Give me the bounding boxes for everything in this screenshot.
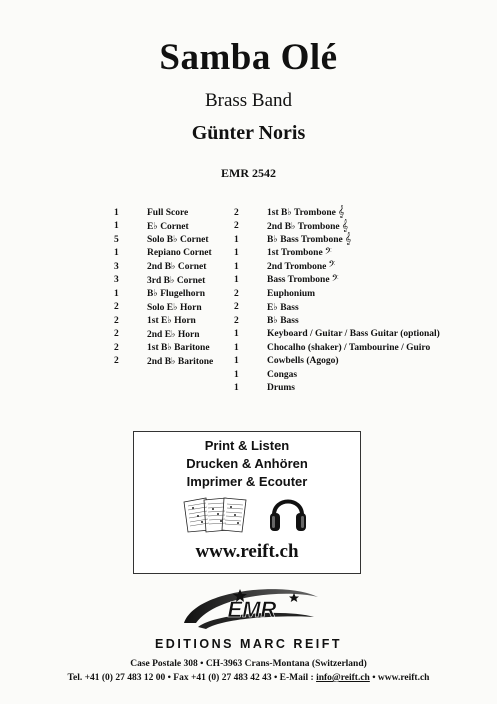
instrument-row	[114, 287, 244, 301]
instrument-row	[114, 341, 244, 355]
part-quantity: 2	[114, 315, 119, 326]
instrument-row	[234, 233, 474, 247]
logo-text: EMR	[227, 597, 277, 622]
part-quantity: 1	[234, 383, 239, 394]
instrument-row	[114, 260, 244, 274]
ensemble-subtitle: Brass Band	[204, 90, 293, 111]
part-name: 2nd Trombone	[267, 261, 327, 272]
part-quantity: 2	[114, 342, 119, 353]
promo-line-imprimer: Imprimer & Ecouter	[186, 474, 308, 489]
part-name: B♭ Flugelhorn	[147, 289, 206, 300]
instrument-row	[234, 368, 474, 382]
headphones-icon	[268, 489, 308, 535]
promo-line-print: Print & Listen	[204, 438, 290, 453]
part-name: 2nd B♭ Trombone	[267, 221, 340, 232]
treble-clef-icon: 𝄞	[341, 219, 349, 232]
part-quantity: 2	[234, 302, 239, 313]
publisher-address: Case Postale 308 • CH-3963 Crans-Montana (Switzerland)	[130, 659, 367, 669]
publisher-name: EDITIONS MARC REIFT	[154, 637, 343, 651]
part-name: Cowbells (Agogo)	[267, 356, 339, 367]
publisher-contact	[0, 673, 497, 683]
part-name: Repiano Cornet	[147, 248, 212, 259]
part-name: E♭ Bass	[267, 302, 299, 313]
part-quantity: 1	[234, 261, 239, 272]
part-quantity: 3	[114, 261, 119, 272]
part-quantity: 1	[114, 288, 119, 299]
part-quantity: 1	[234, 329, 239, 340]
instrument-row	[114, 220, 244, 234]
part-quantity: 1	[114, 207, 119, 218]
part-name: B♭ Bass Trombone	[267, 235, 343, 246]
part-name: 2nd E♭ Horn	[147, 329, 200, 340]
part-quantity: 1	[234, 248, 239, 259]
instrument-row	[234, 355, 474, 369]
part-quantity: 2	[114, 329, 119, 340]
emr-logo	[176, 583, 326, 635]
part-quantity: 1	[114, 221, 119, 232]
instrument-row	[234, 328, 474, 342]
part-quantity: 1	[234, 234, 239, 245]
treble-clef-icon: 𝄞	[344, 233, 352, 246]
part-quantity: 2	[114, 302, 119, 313]
part-quantity: 2	[234, 315, 239, 326]
part-name: Solo E♭ Horn	[147, 302, 202, 313]
part-quantity: 1	[114, 248, 119, 259]
part-quantity: 1	[234, 275, 239, 286]
catalog-number: EMR 2542	[221, 166, 276, 180]
part-quantity: 2	[234, 221, 239, 232]
part-name: 1st B♭ Trombone	[267, 208, 336, 219]
instrument-row	[234, 274, 474, 288]
treble-clef-icon: 𝄞	[337, 206, 345, 219]
instrument-row	[234, 220, 474, 234]
bass-clef-icon: 𝄢	[331, 273, 339, 286]
instrument-row	[114, 274, 244, 288]
part-name: Drums	[267, 383, 295, 394]
part-name: Bass Trombone	[267, 275, 330, 286]
part-quantity: 1	[234, 356, 239, 367]
instrument-row	[234, 287, 474, 301]
part-name: 1st Trombone	[267, 248, 323, 259]
instrument-row	[114, 233, 244, 247]
contact-phone-fax: Tel. +41 (0) 27 483 12 00 • Fax +41 (0) 27 483 42 43 • E-Mail :	[67, 673, 317, 683]
part-name: 2nd B♭ Baritone	[147, 356, 214, 367]
instrument-row	[234, 382, 474, 396]
instrument-row	[234, 341, 474, 355]
page-title: Samba Olé	[159, 37, 338, 78]
part-name: E♭ Cornet	[147, 221, 189, 232]
part-quantity: 1	[234, 369, 239, 380]
bass-clef-icon: 𝄢	[328, 260, 336, 273]
bass-clef-icon: 𝄢	[324, 246, 332, 259]
instrument-row	[234, 247, 474, 261]
instrument-row	[114, 247, 244, 261]
instrument-row	[234, 260, 474, 274]
part-name: 3rd B♭ Cornet	[147, 275, 206, 286]
part-quantity: 5	[114, 234, 119, 245]
instrument-row	[114, 301, 244, 315]
part-name: B♭ Bass	[267, 316, 299, 327]
website-link[interactable]: www.reift.ch	[195, 541, 299, 562]
promo-line-drucken: Drucken & Anhören	[186, 456, 308, 471]
composer-name: Günter Noris	[191, 122, 306, 144]
instrument-row	[114, 314, 244, 328]
instrument-row	[114, 328, 244, 342]
instrument-row	[114, 355, 244, 369]
part-name: Full Score	[147, 207, 189, 218]
part-quantity: 2	[234, 288, 239, 299]
part-quantity: 1	[234, 342, 239, 353]
part-quantity: 2	[234, 207, 239, 218]
contact-website[interactable]: • www.reift.ch	[369, 673, 430, 683]
part-name: 1st B♭ Baritone	[147, 343, 210, 354]
part-name: Solo B♭ Cornet	[147, 235, 209, 246]
part-name: 2nd B♭ Cornet	[147, 262, 207, 273]
instrument-row	[234, 206, 474, 220]
part-name: 1st E♭ Horn	[147, 316, 196, 327]
part-quantity: 3	[114, 275, 119, 286]
instrument-row	[234, 301, 474, 315]
part-name: Chocalho (shaker) / Tambourine / Guiro	[267, 342, 431, 353]
part-name: Congas	[267, 369, 298, 380]
part-quantity: 2	[114, 356, 119, 367]
sheet-music-icon	[180, 496, 250, 534]
part-name: Euphonium	[267, 288, 316, 299]
instrument-row	[234, 314, 474, 328]
print-listen-box[interactable]	[133, 431, 361, 574]
instrumentation-list-left	[114, 206, 244, 368]
email-link[interactable]: info@reift.ch	[316, 673, 370, 683]
instrumentation-list-right	[234, 206, 474, 395]
part-name: Keyboard / Guitar / Bass Guitar (optional)	[267, 329, 440, 340]
instrument-row	[114, 206, 244, 220]
